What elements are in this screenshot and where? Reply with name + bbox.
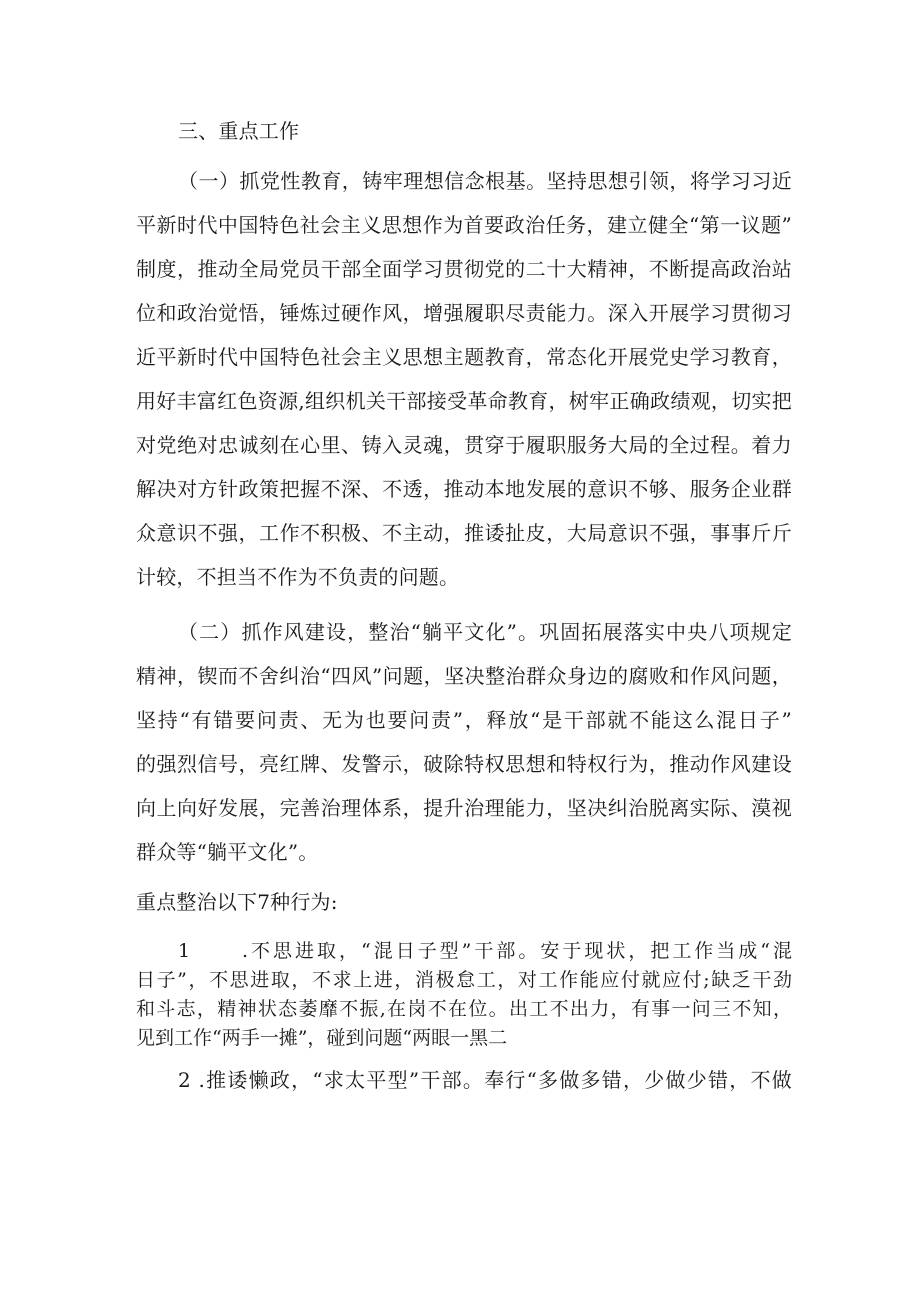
paragraph-line: 众意识不强，工作不积极、不主动，推诿扯皮，大局意识不强，事事斤斤 [136, 521, 792, 545]
paragraph-line: 解决对方针政策把握不深、不透，推动本地发展的意识不够、服务企业群 [136, 477, 792, 501]
paragraph-line: 精神，锲而不舍纠治“四风”问题，坚决整治群众身边的腐败和作风问题， [136, 664, 792, 688]
paragraph-line: 坚持“有错要问责、无为也要问责”，释放“是干部就不能这么混日子” [136, 708, 792, 732]
paragraph-line: 的强烈信号，亮红牌、发警示，破除特权思想和特权行为，推动作风建设 [136, 752, 792, 776]
paragraph-line: 群众等“躺平文化”。 [136, 840, 319, 864]
section-heading: 三、重点工作 [178, 119, 300, 143]
paragraph-line: 平新时代中国特色社会主义思想作为首要政治任务，建立健全“第一议题” [136, 213, 792, 237]
paragraph-line: 位和政治觉悟，锤炼过硬作风，增强履职尽责能力。深入开展学习贯彻习 [136, 301, 792, 325]
list-item-line: 和斗志，精神状态萎靡不振,在岗不在位。出工不出力，有事一问三不知， [136, 998, 792, 1020]
paragraph-line: 用好丰富红色资源,组织机关干部接受革命教育，树牢正确政绩观，切实把 [136, 389, 792, 413]
paragraph-line: （二）抓作风建设，整治“躺平文化”。巩固拓展落实中央八项规定 [178, 620, 792, 644]
list-item-first-line [178, 938, 792, 964]
paragraph-line: 近平新时代中国特色社会主义思想主题教育，常态化开展党史学习教育， [136, 345, 792, 369]
paragraph-line: 对党绝对忠诚刻在心里、铸入灵魂，贯穿于履职服务大局的全过程。着力 [136, 433, 792, 457]
list-intro: 重点整治以下7种行为: [136, 890, 338, 914]
list-item-2: 2 .推诿懒政，“求太平型”干部。奉行“多做多错，少做少错，不做 [178, 1068, 792, 1092]
paragraph-line: 向上向好发展，完善治理体系，提升治理能力，坚决纠治脱离实际、漠视 [136, 796, 792, 820]
list-item-line: 见到工作“两手一摊”，碰到问题“两眼一黑二 [136, 1027, 508, 1049]
paragraph-line: 制度，推动全局党员干部全面学习贯彻党的二十大精神，不断提高政治站 [136, 257, 792, 281]
paragraph-line: （一）抓党性教育，铸牢理想信念根基。坚持思想引领，将学习习近 [178, 169, 792, 193]
paragraph-line: 计较，不担当不作为不负责的问题。 [136, 565, 460, 589]
list-item-number: 1 [178, 940, 191, 962]
list-item-text: .不思进取，“混日子型”干部。安于现状，把工作当成“混 [242, 940, 792, 962]
list-item-line: 日子”，不思进取，不求上进，消极怠工，对工作能应付就应付;缺乏干劲 [136, 969, 792, 991]
